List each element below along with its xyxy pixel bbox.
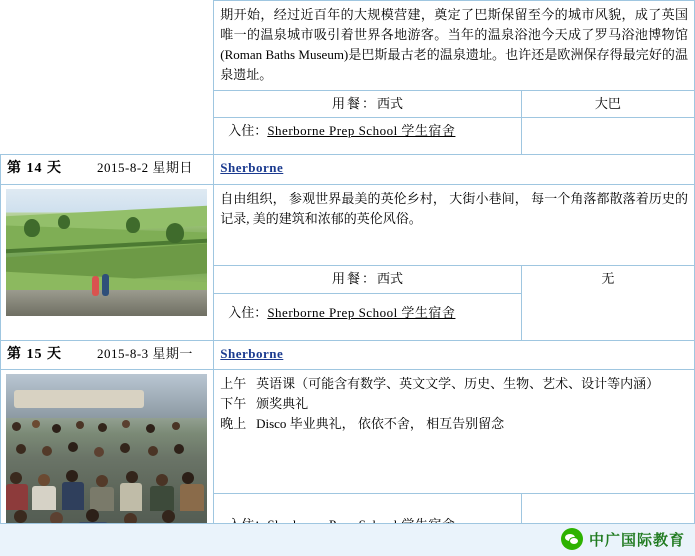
top-transport-cell: 大巴: [521, 90, 694, 118]
day-15-label: 第 15 天: [7, 345, 97, 365]
day-header-row-14: [1, 155, 695, 184]
top-meal-row: [1, 90, 695, 118]
top-paragraph-cell: [214, 1, 695, 91]
day-14-label-cell: [1, 155, 214, 184]
schedule-time: 晚上: [220, 416, 247, 432]
schedule-line: [220, 374, 688, 394]
stay-value: Sherborne Prep School 学生宿舍: [267, 123, 456, 139]
schedule-text: 颁奖典礼: [256, 395, 309, 411]
top-meal-cell: [214, 90, 521, 118]
spacer-cell: [1, 1, 214, 91]
day-15-content-row: [1, 369, 695, 493]
schedule-text: 英语课（可能含有数学、英文文学、历史、生物、艺术、设计等内涵）: [256, 375, 660, 391]
meal-label: 用餐：: [331, 270, 377, 286]
day-15-schedule-cell: [214, 369, 695, 493]
day-14-date: 2015-8-2 星期日: [97, 159, 207, 179]
day-14-label: 第 14 天: [7, 159, 97, 179]
top-stay-cell: [214, 118, 521, 155]
day-14-stay-cell: [214, 293, 521, 340]
meal-label: 用餐：: [331, 95, 377, 111]
countryside-photo: [6, 189, 207, 316]
stay-label: 入住：: [228, 304, 268, 320]
top-right-empty-cell: [521, 118, 694, 155]
meal-value: 西式: [377, 95, 404, 111]
wechat-icon: [561, 528, 583, 550]
top-paragraph-text: 期开始，经过近百年的大规模营建，奠定了巴斯保留至今的城市风貌，成了英国唯一的温泉城市吸引着世界各地游客。当年的温泉浴池今天成了罗马浴池博物馆(Roman Baths Museum)是巴斯最古老的温泉遗址。也许还是欧洲保存得最完好的温泉遗址。: [220, 7, 688, 83]
day-14-photo-cell: [1, 184, 214, 340]
schedule-text: Disco 毕业典礼， 依依不舍， 相互告别留念: [256, 416, 505, 432]
brand-name: 中广国际教育: [588, 532, 685, 549]
day-15-place-cell: [214, 340, 695, 369]
day-14-right-cell: 无: [521, 265, 694, 340]
day-14-paragraph-cell: [214, 184, 695, 265]
stay-value: Sherborne Prep School 学生宿舍: [267, 304, 456, 320]
footer-strip: [0, 523, 695, 556]
top-stay-row: [1, 118, 695, 155]
meal-value: 西式: [377, 270, 404, 286]
spacer-cell: [1, 90, 214, 118]
day-header-row-15: [1, 340, 695, 369]
day-14-content-row: [1, 184, 695, 265]
top-continuation-row: [1, 1, 695, 91]
spacer-cell: [1, 118, 214, 155]
day-14-place[interactable]: Sherborne: [220, 160, 284, 176]
day-14-place-cell: [214, 155, 695, 184]
day-15-place[interactable]: Sherborne: [220, 345, 284, 361]
schedule-time: 上午: [220, 375, 247, 391]
schedule-line: [220, 394, 688, 414]
schedule-line: [220, 414, 688, 434]
day-14-meal-cell: [214, 265, 521, 293]
day-15-date: 2015-8-3 星期一: [97, 345, 207, 365]
stay-label: 入住：: [228, 123, 268, 139]
day-14-paragraph-text: 自由组织， 参观世界最美的英伦乡村， 大街小巷间， 每一个角落都散落着历史的记录, 美的建筑和浓郁的英伦风俗。: [220, 190, 688, 226]
schedule-time: 下午: [220, 395, 247, 411]
day-15-label-cell: [1, 340, 214, 369]
brand-block: [561, 528, 685, 550]
